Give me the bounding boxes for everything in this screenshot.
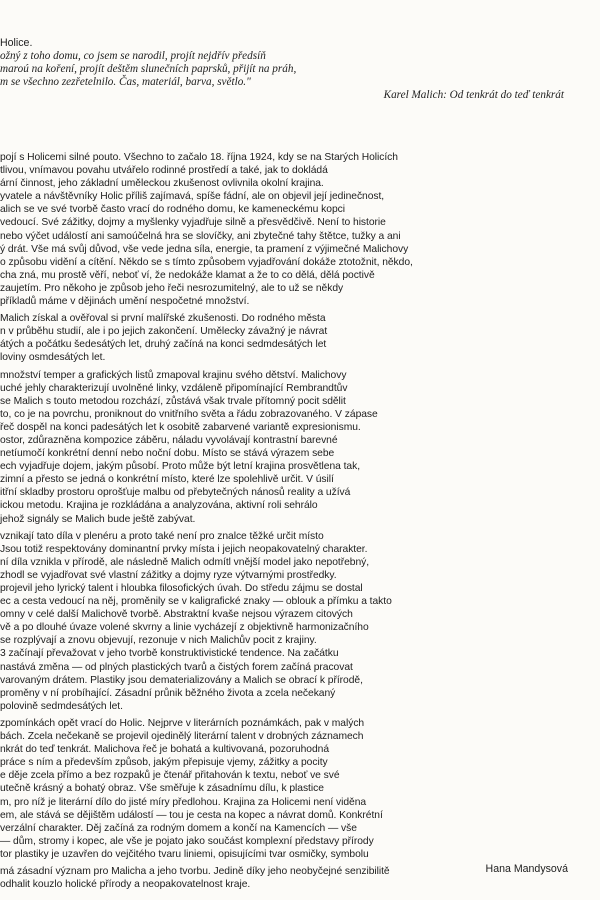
text-line: netíumočí konkrétní denní nebo noční dobu. Místo se stává výrazem sebe	[0, 448, 335, 460]
text-line: odhalit kouzlo holické přírody a neopakovatelnost kraje.	[0, 879, 251, 891]
quote-line: m se všechno zezřetelnilo. Čas, materiál, barva, světlo."	[0, 76, 251, 88]
text-line: m, pro níž je literární dílo do jisté míry předlohou. Krajina za Holicemi není viděna	[0, 796, 367, 808]
text-line: množství temper a grafických listů zmapoval krajinu svého dětství. Malichovy	[0, 369, 347, 381]
text-line: — dům, stromy i kopec, ale vše je pojato jako součást komplexní představy přírody	[0, 835, 374, 847]
text-line: loviny osmdesátých let.	[0, 352, 106, 364]
place-heading: Holice.	[0, 37, 33, 49]
text-line: Malich získal a ověřoval si první malířské zkušenosti. Do rodného města	[0, 313, 326, 325]
text-line: práce s ním a především způsob, jakým přepisuje vjemy, zážitky a pocity	[0, 757, 328, 769]
text-line: jehož signály se Malich bude ještě zabývat.	[0, 513, 196, 525]
text-line: se Malich s touto metodou rozchází, zůstává však trvale přítomný pocit sdělit	[0, 395, 346, 407]
text-line: ech vyjadřuje dojem, jakým působí. Proto může být letní krajina prosvětlena tak,	[0, 461, 361, 473]
text-line: nkrát do teď tenkrát. Malichova řeč je bohatá a kultivovaná, pozoruhodná	[0, 744, 329, 756]
text-line: Jsou totiž respektovány dominantní prvky místa i jejich neopakovatelný charakter.	[0, 543, 368, 555]
text-line: yvatele a návštěvníky Holic příliš zajímavá, spíše fádní, ale on objevil její jedinečnost,	[0, 191, 385, 203]
text-line: tlivou, vnímavou povahu utvářelo rodinné prostředí a také, jak to dokládá	[0, 165, 328, 177]
text-line: alich se ve své tvorbě často vrací do rodného domu, ke kameneckému kopci	[0, 204, 345, 216]
text-line: ickou metodu. Krajina je rozkládána a analyzována, aktivní roli sehrálo	[0, 500, 318, 512]
text-line: átých a počátku šedesátých let, druhý začíná na konci sedmdesátých let	[0, 339, 327, 351]
text-line: uché jehly charakterizují uvolněné linky, vzdáleně připomínající Rembrandtův	[0, 382, 348, 394]
quote-line: ožný z toho domu, co jsem se narodil, projít nejdřív předsíň	[0, 50, 266, 62]
text-line: vě a po dlouhé úvaze volené skvrny a linie vycházejí z objektivně harmonizačního	[0, 622, 369, 634]
text-line: ární činnost, jeho základní uměleckou zkušenost ovlivnila okolní krajina.	[0, 178, 324, 190]
text-line: vznikají tato díla v plenéru a proto také není pro znalce těžké určit místo	[0, 530, 324, 542]
text-line: nebo výčet událostí ani samoúčelná hra se slovíčky, ani zbytečné tahy štětce, tužky a ani	[0, 230, 401, 242]
body-paragraph	[0, 369, 600, 526]
text-line: ý drát. Vše má svůj důvod, vše vede jedna síla, energie, ta pramení z výjimečné Malichovy	[0, 243, 409, 255]
text-line: se rozplývají a znovu objevují, rezonuje v nich Malichův pocit z krajiny.	[0, 635, 317, 647]
text-line: ní díla vznikla v přírodě, ale následně Malich odmítl vnější model jako nepotřebný,	[0, 556, 370, 568]
text-line: em, ale stává se dějištěm událostí — tou je cesta na kopec a návrat domů. Konkrétní	[0, 809, 383, 821]
body-paragraph	[0, 312, 600, 364]
quote-line: maroú na koření, projít deštěm slunečních paprsků, přijít na práh,	[0, 63, 297, 75]
text-line: nastává změna — od plných plastických tvarů a čistých forem začíná pracovat	[0, 661, 353, 673]
text-line: n v průběhu studií, ale i po jejich zakončení. Umělecky závažný je návrat	[0, 326, 328, 338]
text-line: utečně krásný a bohatý obraz. Vše směřuje k zásadnímu dílu, k plastice	[0, 783, 324, 795]
epigraph-block	[0, 37, 600, 102]
text-line: verzální charakter. Děj začíná za rodným domem a končí na Kamencích — vše	[0, 822, 357, 834]
text-line: zhodl se vyjadřovat své vlastní zážitky a dojmy ryze výtvarnými prostředky.	[0, 569, 337, 581]
text-line: zpomínkách opět vrací do Holic. Nejprve v literárních poznámkách, pak v malých	[0, 717, 365, 729]
text-line: omny v celé další Malichově tvorbě. Abstraktní kvaše nejsou výrazem citových	[0, 609, 353, 621]
body-paragraph	[0, 717, 600, 861]
text-line: příkladů máme v dějinách umění nespočetné množství.	[0, 296, 250, 308]
text-line: o způsobu vidění a cítění. Někdo se s tímto způsobem vyjadřování dokáže ztotožnit, někdo,	[0, 256, 413, 268]
text-line: cha zná, mu prostě věří, neboť ví, že nedokáže klamat a že to co dělá, dělá poctivě	[0, 269, 375, 281]
text-line: proměny v ní probíhající. Zásadní průnik běžného života a zcela nečekaný	[0, 687, 336, 699]
text-line: ostor, zdůrazněna kompozice záběru, náladu vyvolávají kontrastní barevné	[0, 434, 338, 446]
text-line: tor plastiky je uzavřen do vejčitého tvaru liniemi, opisujícími tvar osmičky, symbolu	[0, 848, 369, 860]
body-paragraph	[0, 151, 600, 308]
text-line: má zásadní význam pro Malicha a jeho tvorbu. Jedině díky jeho neobyčejné senzibilitě	[0, 865, 390, 877]
text-line: 3 začínají převažovat v jeho tvorbě konstruktivistické tendence. Na začátku	[0, 648, 339, 660]
quote-attribution: Karel Malich: Od tenkrát do teď tenkrát	[383, 89, 564, 101]
text-line: projevil jeho lyrický talent i hloubka filosofických úvah. Do středu zájmu se dostal	[0, 583, 363, 594]
text-line: zimní a přesto se jedná o konkrétní místo, které lze spolehlivě určit. V úsilí	[0, 474, 334, 486]
text-line: zaujetím. Pro někoho je způsob jeho řeči nesrozumitelný, ale to už se někdy	[0, 282, 344, 294]
text-line: ec a cesta vedoucí na něj, proměnily se v kaligrafické znaky — oblouk a přímku a takto	[0, 596, 392, 608]
article-body	[0, 151, 600, 891]
text-line: to, co je na povrchu, proniknout do vnitřního světa a řádu zobrazovaného. V zápase	[0, 408, 378, 420]
text-line: pojí s Holicemi silné pouto. Všechno to začalo 18. října 1924, kdy se na Starých Holicích	[0, 152, 398, 163]
text-line: vedoucí. Své zážitky, dojmy a myšlenky vyjadřuje silně a přesvědčivě. Není to historie	[0, 217, 386, 229]
text-line: e děje zcela přímo a bez rozpaků je čtenář přitahován k textu, neboť ve své	[0, 770, 340, 782]
text-line: itřní skladby prostoru oprošťuje malbu od přebytečných nánosů reality a užívá	[0, 487, 351, 499]
text-line: varovaným drátem. Plastiky jsou dematerializovány a Malich se obrací k přírodě,	[0, 674, 363, 686]
text-line: řeč dospěl na konci padesátých let k osobitě zabarvené variantě expresionismu.	[0, 421, 361, 433]
body-paragraph	[0, 530, 600, 713]
text-line: polovině sedmdesátých let.	[0, 700, 123, 712]
author-signature: Hana Mandysová	[485, 863, 568, 875]
text-line: bách. Zcela nečekaně se projevil ojedinělý literární talent v drobných záznamech	[0, 731, 364, 743]
